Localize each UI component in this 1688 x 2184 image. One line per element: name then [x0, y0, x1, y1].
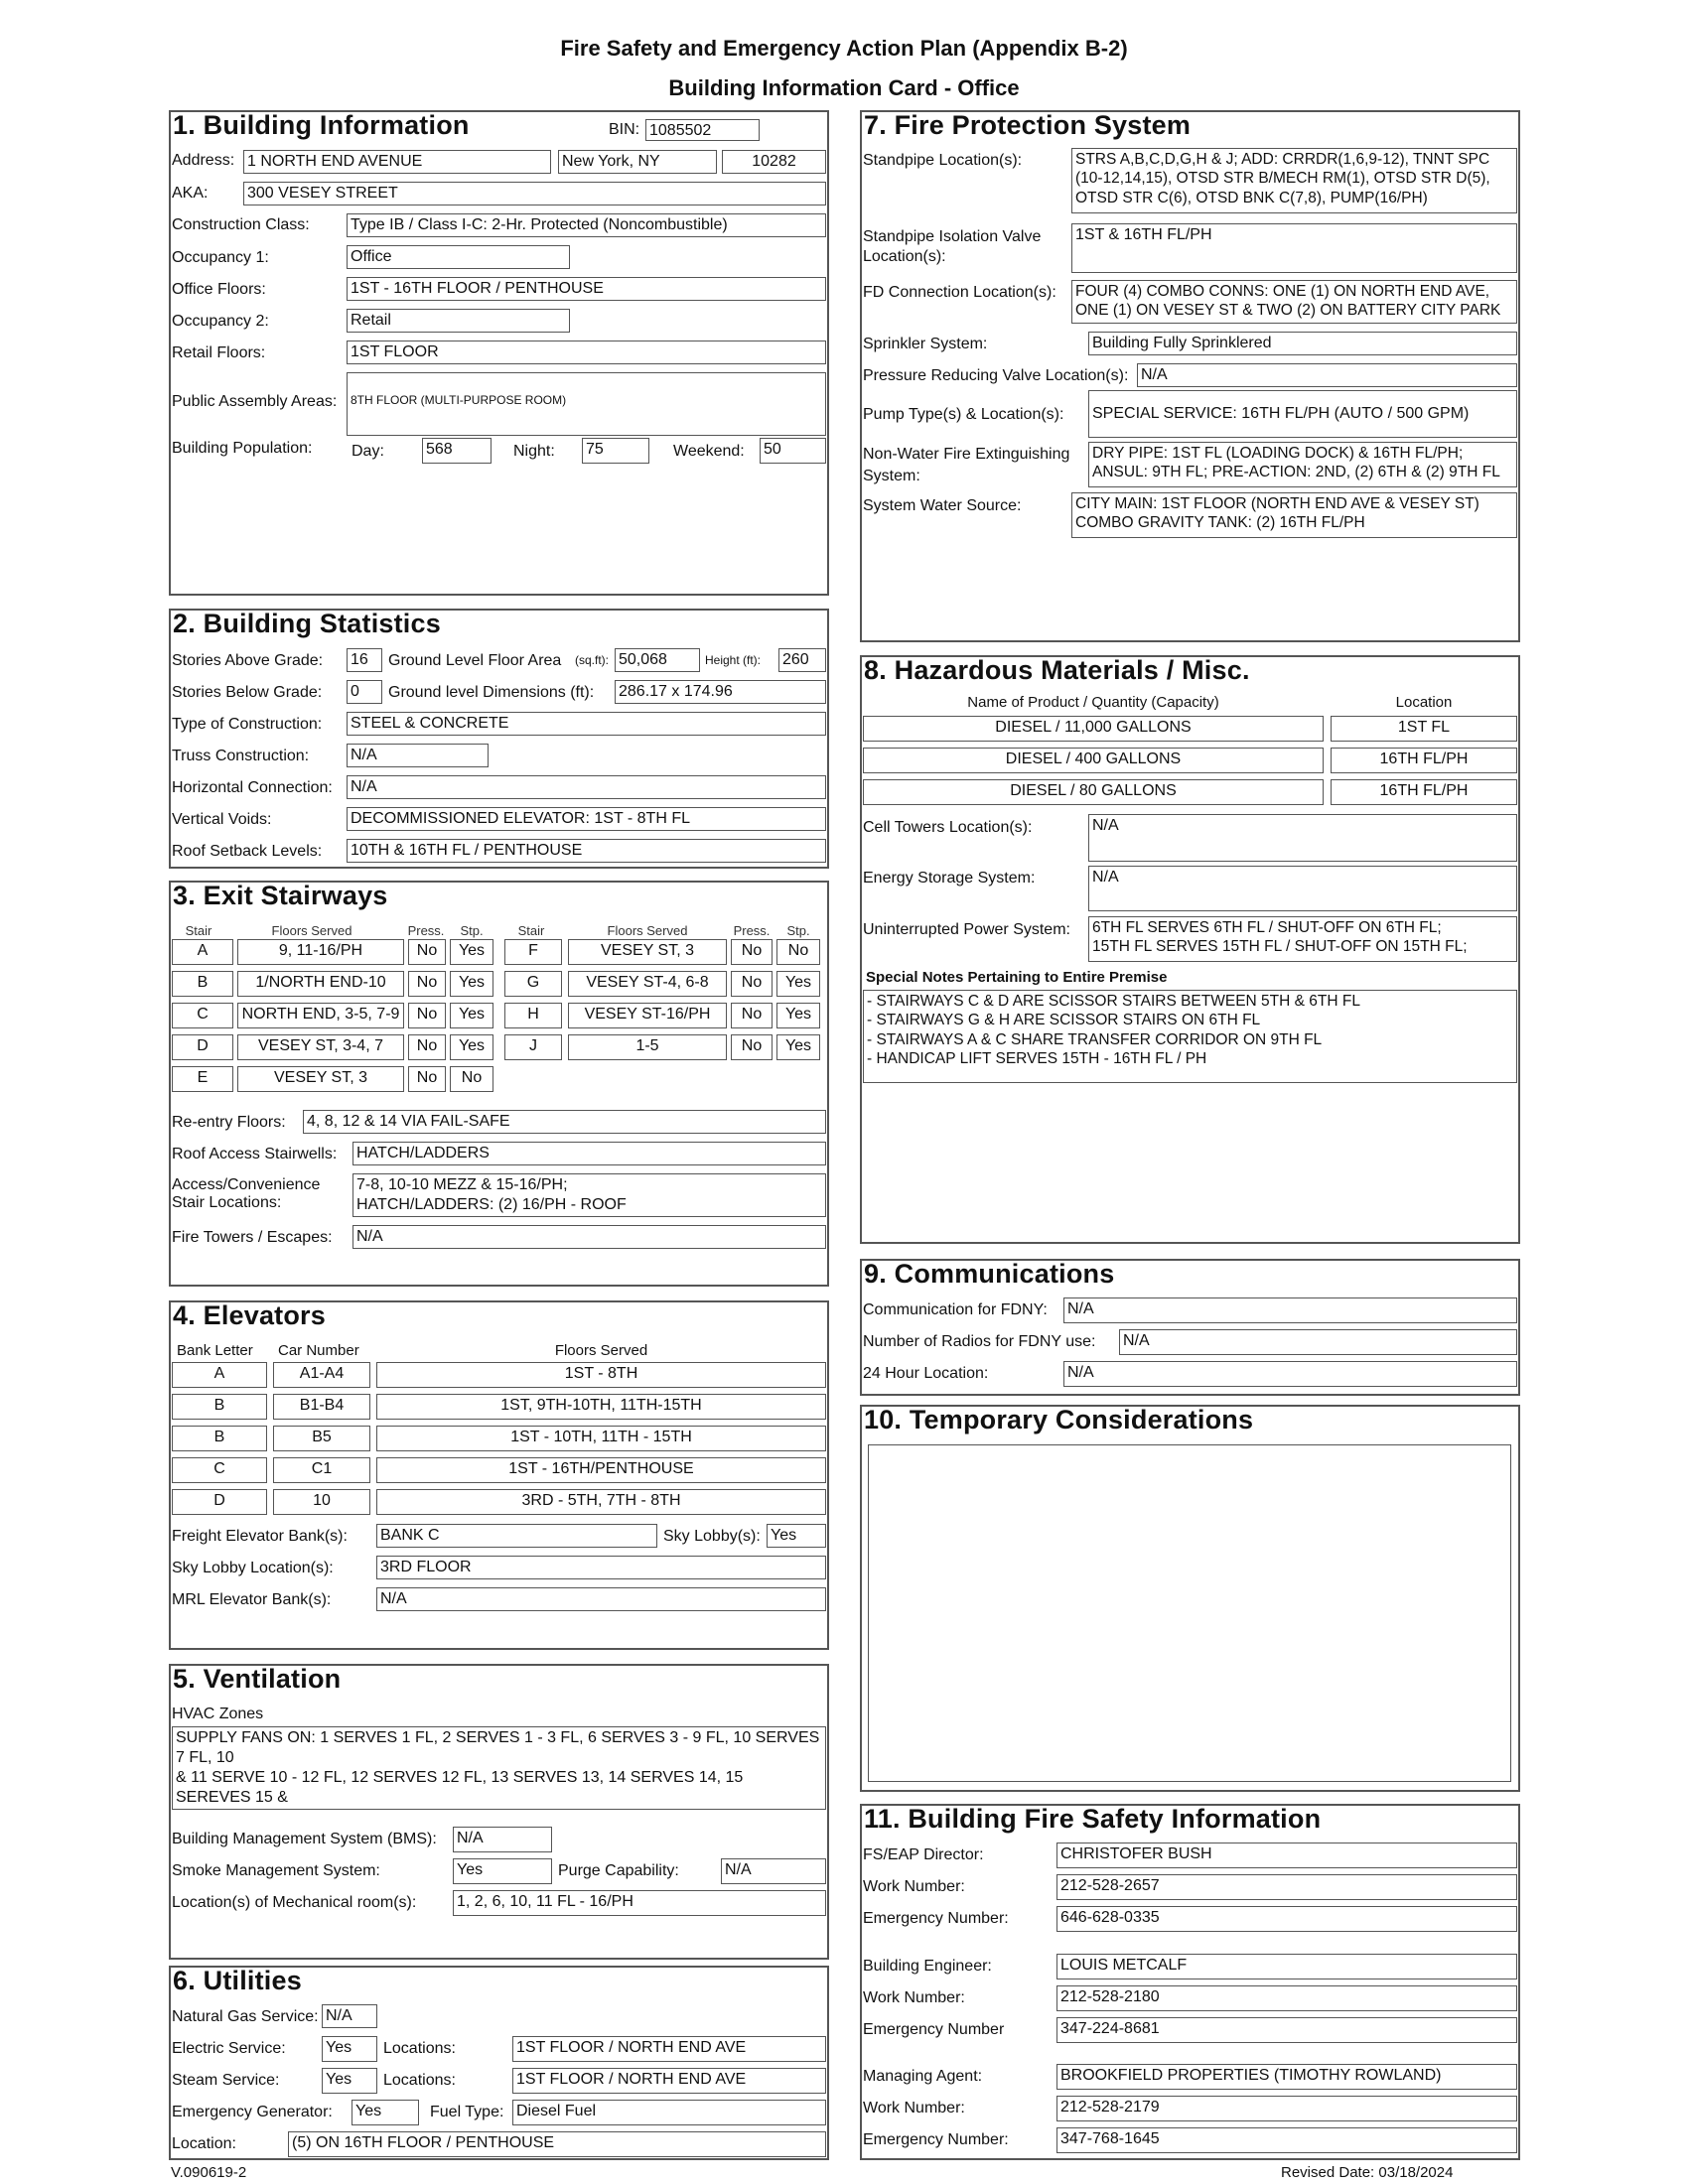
electric-service-label: Electric Service:	[172, 2040, 286, 2057]
night-population-field[interactable]: 75	[582, 438, 649, 464]
section-hazardous-materials	[860, 655, 1520, 1244]
stair-letter: A	[172, 939, 233, 965]
press-header: Press.	[407, 923, 445, 938]
ups-field[interactable]: 6TH FL SERVES 6TH FL / SHUT-OFF ON 6TH FL; 15TH FL SERVES 15TH FL / SHUT-OFF ON 15TH FL;	[1088, 916, 1517, 962]
ground-dimensions-label: Ground level Dimensions (ft):	[388, 684, 595, 701]
day-population-field[interactable]: 568	[422, 438, 492, 464]
stair-letter: D	[172, 1034, 233, 1060]
stair-floors-served[interactable]: VESEY ST-16/PH	[568, 1003, 727, 1028]
mrl-elevator-label: MRL Elevator Bank(s):	[172, 1591, 332, 1608]
stair-floors-served[interactable]: VESEY ST-4, 6-8	[568, 971, 727, 997]
stair-letter: B	[172, 971, 233, 997]
stair-header: Stair	[185, 923, 212, 938]
stair-standpipe[interactable]: Yes	[450, 939, 493, 965]
reentry-floors-field[interactable]: 4, 8, 12 & 14 VIA FAIL-SAFE	[303, 1110, 826, 1134]
agent-emergency-label: Emergency Number:	[863, 2131, 1009, 2148]
bin-field[interactable]: 1085502	[645, 119, 760, 141]
elevator-bank-letter[interactable]: C	[172, 1457, 267, 1483]
stair-standpipe[interactable]: Yes	[776, 971, 820, 997]
temporary-considerations-field[interactable]	[868, 1444, 1511, 1782]
electric-service-field[interactable]: Yes	[322, 2036, 377, 2062]
floors-served-header: Floors Served	[607, 923, 688, 938]
managing-agent-label: Managing Agent:	[863, 2068, 983, 2085]
elevator-floors-served[interactable]: 1ST - 10TH, 11TH - 15TH	[376, 1426, 826, 1451]
section-title: 1. Building Information	[173, 110, 470, 140]
emergency-generator-label: Emergency Generator:	[172, 2104, 333, 2120]
standpipe-label: Standpipe Location(s):	[863, 152, 1023, 169]
prv-label: Pressure Reducing Valve Location(s):	[863, 367, 1129, 384]
freight-elevator-field[interactable]: BANK C	[376, 1524, 657, 1548]
purge-capability-field[interactable]: N/A	[721, 1858, 826, 1884]
revised-date: Revised Date: 03/18/2024	[1281, 2164, 1454, 2181]
hazard-product[interactable]: DIESEL / 80 GALLONS	[863, 779, 1324, 805]
bms-field[interactable]: N/A	[453, 1827, 552, 1852]
stair-pressurized[interactable]: No	[731, 1034, 773, 1060]
cell-towers-field[interactable]: N/A	[1088, 814, 1517, 862]
elevator-floors-served[interactable]: 1ST - 16TH/PENTHOUSE	[376, 1457, 826, 1483]
floors-served-header: Floors Served	[554, 1342, 648, 1359]
mechanical-room-label: Location(s) of Mechanical room(s):	[172, 1894, 417, 1911]
engineer-work-label: Work Number:	[863, 1989, 965, 2006]
section-title: 2. Building Statistics	[173, 609, 441, 638]
ground-area-field[interactable]: 50,068	[615, 648, 700, 672]
bank-letter-header: Bank Letter	[177, 1342, 253, 1359]
steam-locations-field[interactable]: 1ST FLOOR / NORTH END AVE	[512, 2068, 826, 2094]
elevator-floors-served[interactable]: 1ST - 8TH	[376, 1362, 826, 1388]
address-label: Address:	[172, 152, 235, 169]
stair-standpipe[interactable]: Yes	[450, 971, 493, 997]
sprinkler-field[interactable]: Building Fully Sprinklered	[1088, 332, 1517, 355]
director-work-field[interactable]: 212-528-2657	[1056, 1874, 1517, 1900]
form-version: V.090619-2	[171, 2164, 247, 2181]
engineer-work-field[interactable]: 212-528-2180	[1056, 1985, 1517, 2011]
office-floors-label: Office Floors:	[172, 281, 266, 298]
horizontal-connection-label: Horizontal Connection:	[172, 779, 333, 796]
section-building-statistics	[169, 609, 829, 869]
height-field[interactable]: 260	[778, 648, 826, 672]
electric-locations-field[interactable]: 1ST FLOOR / NORTH END AVE	[512, 2036, 826, 2062]
prv-field[interactable]: N/A	[1137, 363, 1517, 387]
sky-lobby-field[interactable]: Yes	[767, 1524, 826, 1548]
stair-floors-served[interactable]: 1-5	[568, 1034, 727, 1060]
communication-label: Communication for FDNY:	[863, 1301, 1048, 1318]
stair-pressurized[interactable]: No	[731, 1003, 773, 1028]
occupancy2-field[interactable]: Retail	[347, 309, 570, 333]
radios-field[interactable]: N/A	[1119, 1329, 1517, 1355]
weekend-label: Weekend:	[673, 443, 745, 460]
reentry-floors-label: Re-entry Floors:	[172, 1114, 286, 1131]
occupancy1-field[interactable]: Office	[347, 245, 570, 269]
stair-pressurized[interactable]: No	[408, 939, 446, 965]
occupancy2-label: Occupancy 2:	[172, 313, 269, 330]
isolation-valve-label-line1: Standpipe Isolation Valve	[863, 228, 1042, 245]
address-field[interactable]: 1 NORTH END AVENUE	[243, 150, 551, 174]
document-subtitle: Building Information Card - Office	[668, 75, 1020, 100]
engineer-label: Building Engineer:	[863, 1958, 992, 1975]
stair-pressurized[interactable]: No	[408, 1034, 446, 1060]
isolation-valve-field[interactable]: 1ST & 16TH FL/PH	[1071, 223, 1517, 273]
retail-floors-label: Retail Floors:	[172, 344, 266, 361]
stair-pressurized[interactable]: No	[408, 1066, 446, 1092]
stair-floors-served[interactable]: 1/NORTH END-10	[237, 971, 404, 997]
pump-label: Pump Type(s) & Location(s):	[863, 406, 1064, 423]
stair-letter: F	[504, 939, 562, 965]
press-header: Press.	[733, 923, 771, 938]
sprinkler-label: Sprinkler System:	[863, 336, 988, 352]
section-communications	[860, 1259, 1520, 1396]
construction-class-field[interactable]: Type IB / Class I-C: 2-Hr. Protected (Noncombustible)	[347, 213, 826, 237]
public-assembly-label: Public Assembly Areas:	[172, 393, 338, 410]
floors-served-header: Floors Served	[271, 923, 352, 938]
stair-floors-served[interactable]: 9, 11-16/PH	[237, 939, 404, 965]
height-label: Height (ft):	[705, 653, 762, 667]
section-title: 6. Utilities	[173, 1966, 302, 1995]
roof-access-label: Roof Access Stairwells:	[172, 1146, 338, 1162]
section-title: 8. Hazardous Materials / Misc.	[864, 655, 1250, 685]
ups-label: Uninterrupted Power System:	[863, 921, 1070, 938]
agent-work-label: Work Number:	[863, 2100, 965, 2116]
sky-lobby-location-field[interactable]: 3RD FLOOR	[376, 1556, 826, 1579]
stair-floors-served[interactable]: VESEY ST, 3	[237, 1066, 404, 1092]
fuel-type-label: Fuel Type:	[430, 2104, 504, 2120]
sky-lobby-label: Sky Lobby(s):	[663, 1528, 761, 1545]
vertical-voids-field[interactable]: DECOMMISSIONED ELEVATOR: 1ST - 8TH FL	[347, 807, 826, 831]
truss-label: Truss Construction:	[172, 748, 310, 764]
elevator-floors-served[interactable]: 3RD - 5TH, 7TH - 8TH	[376, 1489, 826, 1515]
day-label: Day:	[352, 443, 384, 460]
fd-connection-label: FD Connection Location(s):	[863, 284, 1056, 301]
city-field[interactable]: New York, NY	[558, 150, 717, 174]
elevator-bank-letter[interactable]: A	[172, 1362, 267, 1388]
smoke-management-field[interactable]: Yes	[453, 1858, 552, 1884]
stair-letter: C	[172, 1003, 233, 1028]
stair-floors-served[interactable]: VESEY ST, 3-4, 7	[237, 1034, 404, 1060]
location-header: Location	[1395, 694, 1453, 711]
director-emergency-field[interactable]: 646-628-0335	[1056, 1906, 1517, 1932]
bin-label: BIN:	[609, 121, 640, 138]
section-building-information	[169, 110, 829, 596]
standpipe-field[interactable]: STRS A,B,C,D,G,H & J; ADD: CRRDR(1,6,9-12), TNNT SPC (10-12,14,15), OTSD STR B/MECH RM(1), OTSD STR D(5), OTSD STR C(6), OTSD BNK C(7,8), PUMP(16/PH)	[1071, 148, 1517, 213]
stair-header: Stair	[517, 923, 545, 938]
director-emergency-label: Emergency Number:	[863, 1910, 1009, 1927]
non-water-label-line1: Non-Water Fire Extinguishing	[863, 446, 1070, 463]
steam-locations-label: Locations:	[383, 2072, 456, 2089]
radios-label: Number of Radios for FDNY use:	[863, 1333, 1096, 1350]
energy-storage-field[interactable]: N/A	[1088, 866, 1517, 911]
section-fire-protection-system	[860, 110, 1520, 642]
stories-above-label: Stories Above Grade:	[172, 652, 324, 669]
bms-label: Building Management System (BMS):	[172, 1831, 437, 1847]
hazard-location[interactable]: 16TH FL/PH	[1331, 748, 1517, 773]
elevator-floors-served[interactable]: 1ST, 9TH-10TH, 11TH-15TH	[376, 1394, 826, 1420]
access-label-line2: Stair Locations:	[172, 1194, 282, 1211]
access-label-line1: Access/Convenience	[172, 1176, 321, 1193]
24-hour-location-label: 24 Hour Location:	[863, 1365, 989, 1382]
special-notes-label: Special Notes Pertaining to Entire Premise	[866, 969, 1168, 986]
steam-service-field[interactable]: Yes	[322, 2068, 377, 2094]
fuel-type-field[interactable]: Diesel Fuel	[512, 2100, 826, 2125]
cell-towers-label: Cell Towers Location(s):	[863, 819, 1033, 836]
vertical-voids-label: Vertical Voids:	[172, 811, 272, 828]
purge-capability-label: Purge Capability:	[558, 1862, 679, 1879]
section-title: 11. Building Fire Safety Information	[864, 1804, 1322, 1834]
engineer-field[interactable]: LOUIS METCALF	[1056, 1954, 1517, 1979]
stair-pressurized[interactable]: No	[408, 1003, 446, 1028]
director-work-label: Work Number:	[863, 1878, 965, 1895]
stair-pressurized[interactable]: No	[408, 971, 446, 997]
electric-locations-label: Locations:	[383, 2040, 456, 2057]
hvac-zones-field[interactable]: SUPPLY FANS ON: 1 SERVES 1 FL, 2 SERVES 1 - 3 FL, 6 SERVES 3 - 9 FL, 10 SERVES 7 FL, 10 & 11 SERVE 10 - 12 FL, 12 SERVES 12 FL, 13 SERVES 13, 14 SERVES 14, 15 SEREVES 15 &	[172, 1726, 826, 1810]
pump-field[interactable]: SPECIAL SERVICE: 16TH FL/PH (AUTO / 500 GPM)	[1088, 390, 1517, 438]
section-utilities	[169, 1966, 829, 2160]
generator-location-label: Location:	[172, 2135, 236, 2152]
elevator-car-number[interactable]: B1-B4	[273, 1394, 370, 1420]
isolation-valve-label-line2: Location(s):	[863, 248, 946, 265]
office-floors-field[interactable]: 1ST - 16TH FLOOR / PENTHOUSE	[347, 277, 826, 301]
smoke-management-label: Smoke Management System:	[172, 1862, 380, 1879]
stair-pressurized[interactable]: No	[731, 939, 773, 965]
construction-class-label: Construction Class:	[172, 216, 310, 233]
section-title: 5. Ventilation	[173, 1664, 342, 1694]
hazard-location[interactable]: 16TH FL/PH	[1331, 779, 1517, 805]
non-water-field[interactable]: DRY PIPE: 1ST FL (LOADING DOCK) & 16TH FL/PH; ANSUL: 9TH FL; PRE-ACTION: 2ND, (2) 6TH & (2) 9TH FL	[1088, 442, 1517, 487]
section-title: 9. Communications	[864, 1259, 1115, 1289]
engineer-emergency-label: Emergency Number	[863, 2021, 1005, 2038]
stair-letter: J	[504, 1034, 562, 1060]
aka-label: AKA:	[172, 185, 209, 202]
stair-letter: E	[172, 1066, 233, 1092]
stories-below-label: Stories Below Grade:	[172, 684, 323, 701]
stair-letter: H	[504, 1003, 562, 1028]
section-title: 7. Fire Protection System	[864, 110, 1192, 140]
steam-service-label: Steam Service:	[172, 2072, 280, 2089]
fire-towers-label: Fire Towers / Escapes:	[172, 1229, 333, 1246]
agent-emergency-field[interactable]: 347-768-1645	[1056, 2127, 1517, 2153]
building-population-label: Building Population:	[172, 440, 313, 457]
agent-work-field[interactable]: 212-528-2179	[1056, 2096, 1517, 2121]
hazard-product[interactable]: DIESEL / 400 GALLONS	[863, 748, 1324, 773]
public-assembly-field[interactable]: 8TH FLOOR (MULTI-PURPOSE ROOM)	[347, 372, 826, 436]
managing-agent-field[interactable]: BROOKFIELD PROPERTIES (TIMOTHY ROWLAND)	[1056, 2064, 1517, 2090]
stories-above-field[interactable]: 16	[347, 648, 382, 672]
hvac-zones-label: HVAC Zones	[172, 1706, 264, 1722]
engineer-emergency-field[interactable]: 347-224-8681	[1056, 2017, 1517, 2043]
document-title: Fire Safety and Emergency Action Plan (Appendix B-2)	[560, 36, 1128, 61]
zip-field[interactable]: 10282	[722, 150, 826, 174]
ground-area-label: Ground Level Floor Area	[388, 652, 562, 669]
hazard-product[interactable]: DIESEL / 11,000 GALLONS	[863, 716, 1324, 742]
natural-gas-label: Natural Gas Service:	[172, 2008, 319, 2025]
aka-field[interactable]: 300 VESEY STREET	[243, 182, 826, 205]
roof-setback-field[interactable]: 10TH & 16TH FL / PENTHOUSE	[347, 839, 826, 863]
director-field[interactable]: CHRISTOFER BUSH	[1056, 1843, 1517, 1868]
hazard-location[interactable]: 1ST FL	[1331, 716, 1517, 742]
elevator-car-number[interactable]: 10	[273, 1489, 370, 1515]
section-temporary-considerations	[860, 1405, 1520, 1792]
section-ventilation	[169, 1664, 829, 1960]
communication-field[interactable]: N/A	[1063, 1297, 1517, 1323]
natural-gas-field[interactable]: N/A	[322, 2004, 377, 2028]
section-elevators	[169, 1300, 829, 1650]
section-title: 10. Temporary Considerations	[864, 1405, 1254, 1434]
roof-access-field[interactable]: HATCH/LADDERS	[352, 1142, 826, 1165]
car-number-header: Car Number	[278, 1342, 359, 1359]
section-title: 3. Exit Stairways	[173, 881, 388, 910]
occupancy1-label: Occupancy 1:	[172, 249, 269, 266]
water-source-field[interactable]: CITY MAIN: 1ST FLOOR (NORTH END AVE & VESEY ST) COMBO GRAVITY TANK: (2) 16TH FL/PH	[1071, 492, 1517, 538]
elevator-car-number[interactable]: B5	[273, 1426, 370, 1451]
stair-standpipe[interactable]: No	[450, 1066, 493, 1092]
stair-floors-served[interactable]: NORTH END, 3-5, 7-9	[237, 1003, 404, 1028]
product-header: Name of Product / Quantity (Capacity)	[967, 694, 1219, 711]
stair-standpipe[interactable]: Yes	[776, 1003, 820, 1028]
stair-standpipe[interactable]: No	[776, 939, 820, 965]
water-source-label: System Water Source:	[863, 497, 1022, 514]
weekend-population-field[interactable]: 50	[760, 438, 826, 464]
retail-floors-field[interactable]: 1ST FLOOR	[347, 341, 826, 364]
section-exit-stairways	[169, 881, 829, 1287]
stp-header: Stp.	[786, 923, 810, 938]
mrl-elevator-field[interactable]: N/A	[376, 1587, 826, 1611]
construction-type-field[interactable]: STEEL & CONCRETE	[347, 712, 826, 736]
roof-setback-label: Roof Setback Levels:	[172, 843, 323, 860]
freight-elevator-label: Freight Elevator Bank(s):	[172, 1528, 348, 1545]
generator-location-field[interactable]: (5) ON 16TH FLOOR / PENTHOUSE	[288, 2131, 826, 2157]
elevator-bank-letter[interactable]: B	[172, 1394, 267, 1420]
emergency-generator-field[interactable]: Yes	[352, 2100, 419, 2125]
fire-towers-field[interactable]: N/A	[352, 1225, 826, 1249]
director-label: FS/EAP Director:	[863, 1846, 984, 1863]
ground-dimensions-field[interactable]: 286.17 x 174.96	[615, 680, 826, 704]
stair-pressurized[interactable]: No	[731, 971, 773, 997]
construction-type-label: Type of Construction:	[172, 716, 323, 733]
elevator-car-number[interactable]: C1	[273, 1457, 370, 1483]
fd-connection-field[interactable]: FOUR (4) COMBO CONNS: ONE (1) ON NORTH END AVE, ONE (1) ON VESEY ST & TWO (2) ON BATTERY CITY PARK	[1071, 280, 1517, 324]
section-title: 4. Elevators	[173, 1300, 326, 1330]
stair-floors-served[interactable]: VESEY ST, 3	[568, 939, 727, 965]
sky-lobby-location-label: Sky Lobby Location(s):	[172, 1560, 334, 1576]
24-hour-location-field[interactable]: N/A	[1063, 1361, 1517, 1387]
stair-standpipe[interactable]: Yes	[776, 1034, 820, 1060]
mechanical-room-field[interactable]: 1, 2, 6, 10, 11 FL - 16/PH	[453, 1890, 826, 1916]
ground-area-unit: (sq.ft):	[575, 653, 610, 667]
non-water-label-line2: System:	[863, 468, 920, 484]
stair-standpipe[interactable]: Yes	[450, 1034, 493, 1060]
truss-field[interactable]: N/A	[347, 744, 489, 767]
elevator-bank-letter[interactable]: B	[172, 1426, 267, 1451]
elevator-bank-letter[interactable]: D	[172, 1489, 267, 1515]
stair-standpipe[interactable]: Yes	[450, 1003, 493, 1028]
stair-letter: G	[504, 971, 562, 997]
access-stair-field[interactable]: 7-8, 10-10 MEZZ & 15-16/PH; HATCH/LADDERS: (2) 16/PH - ROOF	[352, 1173, 826, 1217]
stp-header: Stp.	[460, 923, 484, 938]
energy-storage-label: Energy Storage System:	[863, 870, 1036, 887]
stories-below-field[interactable]: 0	[347, 680, 382, 704]
night-label: Night:	[513, 443, 555, 460]
section-building-fire-safety-information	[860, 1804, 1520, 2160]
special-notes-field[interactable]: - STAIRWAYS C & D ARE SCISSOR STAIRS BETWEEN 5TH & 6TH FL - STAIRWAYS G & H ARE SCISSOR STAIRS ON 6TH FL - STAIRWAYS A & C SHARE TRANSFER CORRIDOR ON 9TH FL - HANDICAP LIFT SERVES 15TH - 16TH FL / PH	[863, 990, 1517, 1083]
horizontal-connection-field[interactable]: N/A	[347, 775, 826, 799]
elevator-car-number[interactable]: A1-A4	[273, 1362, 370, 1388]
